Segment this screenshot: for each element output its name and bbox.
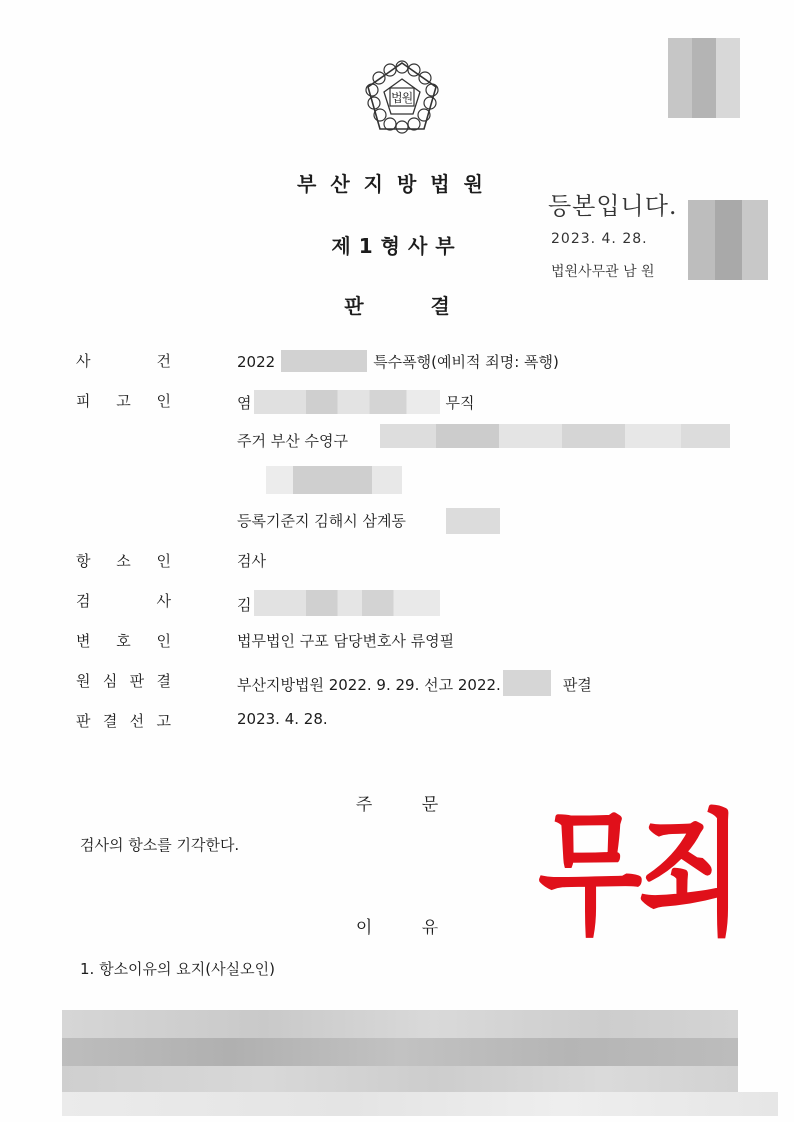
redacted-block bbox=[446, 508, 500, 534]
redacted-block bbox=[380, 424, 730, 448]
redacted-block bbox=[503, 670, 551, 696]
label-appellant: 항 소 인 bbox=[76, 552, 171, 570]
redacted-block bbox=[254, 390, 440, 414]
redacted-paragraph bbox=[62, 1038, 738, 1066]
order-title: 주 문 bbox=[355, 795, 439, 815]
case-charge: 특수폭행(예비적 죄명: 폭행) bbox=[373, 353, 559, 371]
reasons-section-1: 1. 항소이유의 요지(사실오인) bbox=[80, 960, 275, 978]
registered-domicile: 등록기준지 김해시 삼계동 bbox=[237, 512, 406, 530]
redacted-block bbox=[266, 466, 402, 494]
certified-copy-date: 2023. 4. 28. bbox=[551, 231, 648, 247]
redacted-block bbox=[688, 200, 768, 280]
prosecutor-name: 김 bbox=[237, 590, 440, 616]
redacted-block bbox=[254, 590, 440, 616]
label-sentencing-date: 판 결 선 고 bbox=[76, 712, 171, 730]
sentencing-date: 2023. 4. 28. bbox=[237, 710, 328, 728]
division-name: 제1형사부 bbox=[331, 234, 463, 258]
redacted-paragraph bbox=[62, 1092, 778, 1116]
court-emblem-icon bbox=[362, 57, 442, 137]
certified-copy-clerk: 법원사무관 남 원 bbox=[551, 264, 655, 280]
label-original-judgment: 원 심 판 결 bbox=[76, 672, 171, 690]
defendant-name: 염 무직 bbox=[237, 390, 474, 414]
defendant-occupation: 무직 bbox=[445, 394, 475, 412]
redacted-block bbox=[668, 38, 740, 118]
defense-counsel: 법무법인 구포 담당변호사 류영필 bbox=[237, 632, 455, 650]
reasons-title: 이 유 bbox=[355, 918, 439, 938]
label-defendant: 피 고 인 bbox=[76, 392, 171, 410]
label-case: 사 건 bbox=[76, 352, 171, 370]
label-counsel: 변 호 인 bbox=[76, 632, 171, 650]
case-number: 2022 특수폭행(예비적 죄명: 폭행) bbox=[237, 350, 559, 372]
redacted-block bbox=[281, 350, 367, 372]
original-judgment: 부산지방법원 2022. 9. 29. 선고 2022. 판결 bbox=[237, 670, 592, 696]
defendant-address: 주거 부산 수영구 bbox=[237, 432, 348, 450]
court-name: 부산지방법원 bbox=[297, 172, 497, 196]
verdict-overlay-text: 무죄 bbox=[538, 796, 739, 955]
order-text: 검사의 항소를 기각한다. bbox=[80, 836, 240, 854]
appellant: 검사 bbox=[237, 552, 266, 570]
redacted-paragraph bbox=[62, 1010, 738, 1038]
document-type: 판 결 bbox=[344, 294, 450, 318]
redacted-paragraph bbox=[62, 1066, 738, 1092]
emblem-text: 법원 bbox=[391, 91, 413, 105]
certified-copy-stamp: 등본입니다. bbox=[548, 192, 678, 220]
label-prosecutor: 검 사 bbox=[76, 592, 171, 610]
